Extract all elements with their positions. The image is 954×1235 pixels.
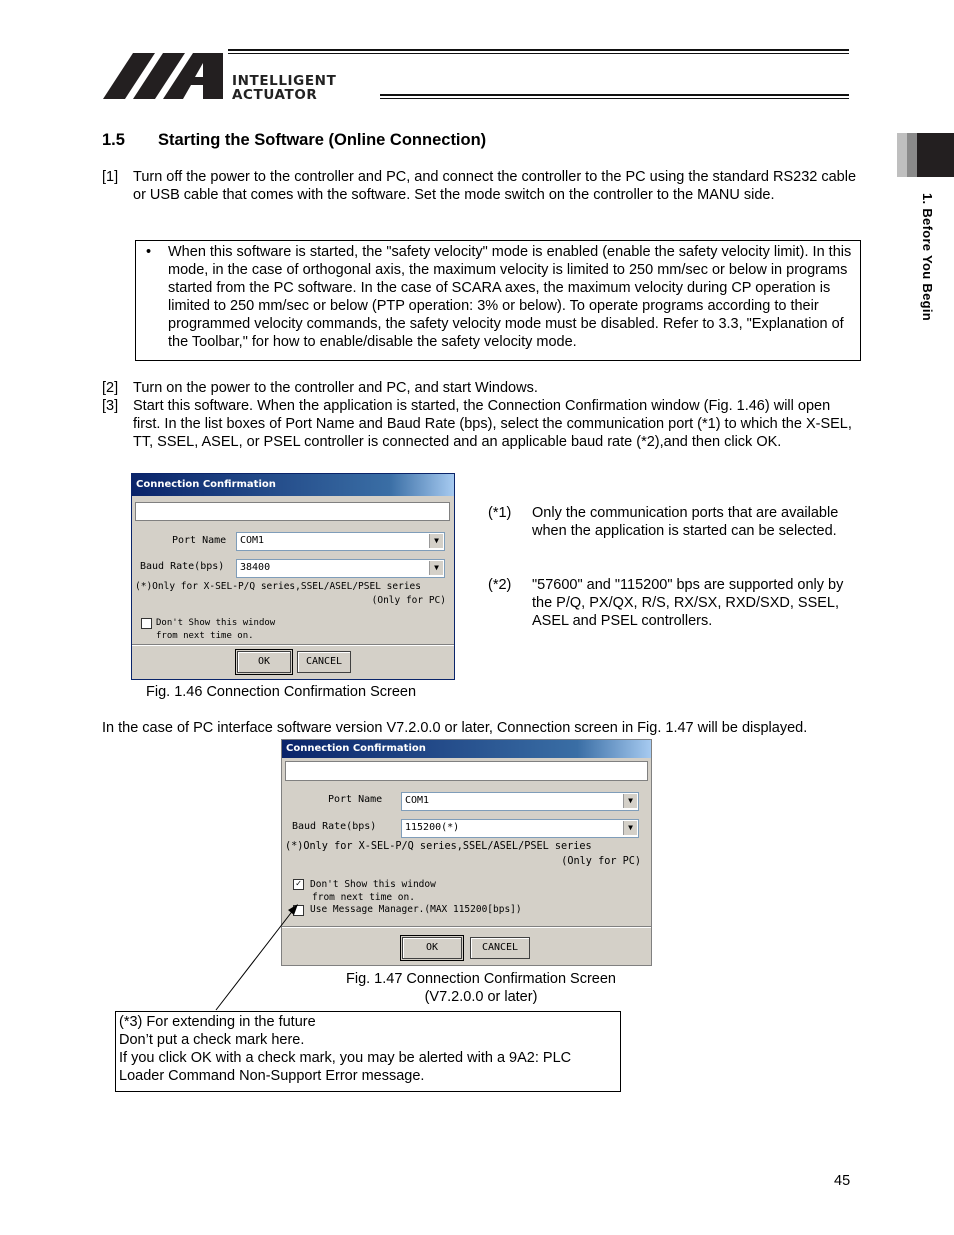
section-heading — [102, 131, 486, 150]
dialog1-port-label: Port Name — [172, 535, 227, 546]
header-rule-bottom — [380, 94, 849, 96]
ia-logo-mark — [103, 53, 223, 99]
dialog1-message-bar — [135, 502, 450, 521]
dialog2-baud-value: 115200(*) — [405, 822, 460, 833]
dialog2-dont-show-checkbox[interactable]: ✓ — [293, 879, 304, 890]
dialog1-separator — [132, 644, 454, 646]
dialog2-baud-label: Baud Rate(bps) — [292, 821, 377, 832]
dialog1-checkbox-label: Don't Show this window from next time on. — [156, 618, 276, 641]
callout-line-1: (*3) For extending in the future — [119, 1014, 316, 1030]
step-1-number: [1] — [102, 169, 119, 185]
footnote-1-text: Only the communication ports that are available when the application is started can be selected. — [532, 505, 839, 539]
chevron-down-icon[interactable]: ▼ — [429, 561, 443, 575]
note-text: When this software is started, the "safety velocity" mode is enabled (enable the safety velocity limit). In this mode, in the case of orthogonal axis, the maximum velocity is limited to 250 mm/sec or below in programs started from the PC software. In the case of SCARA axes, the maximum velocity during CP operation is limited to 250 mm/sec or below (PTP operation: 3% or below). To operate programs according to their programmed velocity commands, the safety velocity mode must be disabled. Refer to 3.3, "Explanation of the Toolbar," for how to enable/disable the safety velocity mode. — [168, 244, 852, 350]
dialog2-hint-line1: (*)Only for X-SEL-P/Q series,SSEL/ASEL/PSEL series — [285, 841, 592, 852]
step-3-text: Start this software. When the application is started, the Connection Confirmation window (Fig. 1.46) will open first. In the list boxes of Port Name and Baud Rate (bps), select the communication port (*1) to which the X-SEL, TT, SSEL, ASEL, or PSEL controller is connected and an applicable baud rate (*2),and then click OK. — [133, 398, 852, 450]
footnote-2-mark: (*2) — [488, 577, 512, 593]
dialog1-cancel-button[interactable]: CANCEL — [297, 651, 351, 673]
note-bullet: • — [146, 244, 152, 260]
dialog1-port-value: COM1 — [240, 535, 265, 546]
callout-line-2: Don’t put a check mark here. — [119, 1032, 305, 1048]
dialog2-port-value: COM1 — [405, 795, 430, 806]
dialog2-titlebar: Connection Confirmation — [282, 740, 651, 758]
side-tab-label: 1. Before You Begin — [920, 193, 935, 322]
step-1-text: Turn off the power to the controller and PC, and connect the controller to the PC using the standard RS232 cable or USB cable that comes with the software. Set the mode switch on the controller to the MANU side. — [133, 169, 857, 203]
dialog2-baud-select[interactable] — [401, 819, 639, 838]
dialog1-port-select[interactable] — [236, 532, 445, 551]
step-3-number: [3] — [102, 398, 119, 414]
footnote-2-text: "57600" and "115200" bps are supported only by the P/Q, PX/QX, R/S, RX/SX, RXD/SXD, SSEL, ASEL and PSEL controllers. — [532, 577, 844, 629]
dialog2-checkbox1-label: Don't Show this window from next time on. — [310, 879, 436, 903]
callout-arrow — [210, 895, 310, 1015]
page-number: 45 — [834, 1173, 851, 1189]
dialog2-port-select[interactable] — [401, 792, 639, 811]
callout-line-4: Loader Command Non-Support Error message. — [119, 1068, 425, 1084]
connection-dialog-v1 — [131, 473, 455, 680]
dialog1-dont-show-checkbox[interactable] — [141, 618, 152, 629]
connection-dialog-v2 — [281, 739, 652, 966]
dialog1-ok-button[interactable]: OK — [237, 651, 291, 673]
dialog2-checkbox2-label: Use Message Manager.(MAX 115200[bps]) — [310, 904, 522, 915]
dialog1-baud-value: 38400 — [240, 562, 271, 573]
side-tab-shade-light — [897, 133, 907, 177]
fig-1-46-caption: Fig. 1.46 Connection Confirmation Screen — [146, 684, 417, 700]
side-tab-block — [917, 133, 954, 177]
footnote-1-mark: (*1) — [488, 505, 512, 521]
header-rule-top2 — [228, 53, 849, 54]
step-2-number: [2] — [102, 380, 119, 396]
logo-text: INTELLIGENT ACTUATOR — [232, 73, 337, 103]
section-number: 1.5 — [102, 131, 125, 149]
version-note: In the case of PC interface software version V7.2.0.0 or later, Connection screen in Fig. 1.47 will be displayed. — [102, 720, 808, 736]
dialog2-separator — [282, 926, 651, 928]
chevron-down-icon[interactable]: ▼ — [623, 821, 637, 835]
dialog2-cancel-button[interactable]: CANCEL — [470, 937, 530, 959]
dialog1-hint-line2: (Only for PC) — [371, 595, 446, 606]
header-rule-top — [228, 49, 849, 51]
dialog1-hint-line1: (*)Only for X-SEL-P/Q series,SSEL/ASEL/PSEL series — [135, 581, 421, 592]
dialog1-titlebar: Connection Confirmation — [132, 474, 454, 496]
fig-1-47-caption: Fig. 1.47 Connection Confirmation Screen (V7.2.0.0 or later) — [345, 971, 616, 1005]
section-title: Starting the Software (Online Connection) — [158, 131, 487, 149]
dialog1-baud-label: Baud Rate(bps) — [140, 561, 225, 572]
callout-box — [115, 1011, 621, 1092]
side-tab-shade-mid — [907, 133, 917, 177]
dialog1-baud-select[interactable] — [236, 559, 445, 578]
step-2-text: Turn on the power to the controller and PC, and start Windows. — [133, 380, 538, 396]
chevron-down-icon[interactable]: ▼ — [429, 534, 443, 548]
chevron-down-icon[interactable]: ▼ — [623, 794, 637, 808]
callout-line-3: If you click OK with a check mark, you may be alerted with a 9A2: PLC — [119, 1050, 572, 1066]
dialog2-port-label: Port Name — [328, 794, 383, 805]
dialog2-hint-line2: (Only for PC) — [561, 856, 641, 867]
dialog2-message-bar — [285, 761, 648, 781]
header-rule-bottom2 — [380, 98, 849, 99]
dialog2-ok-button[interactable]: OK — [402, 937, 462, 959]
